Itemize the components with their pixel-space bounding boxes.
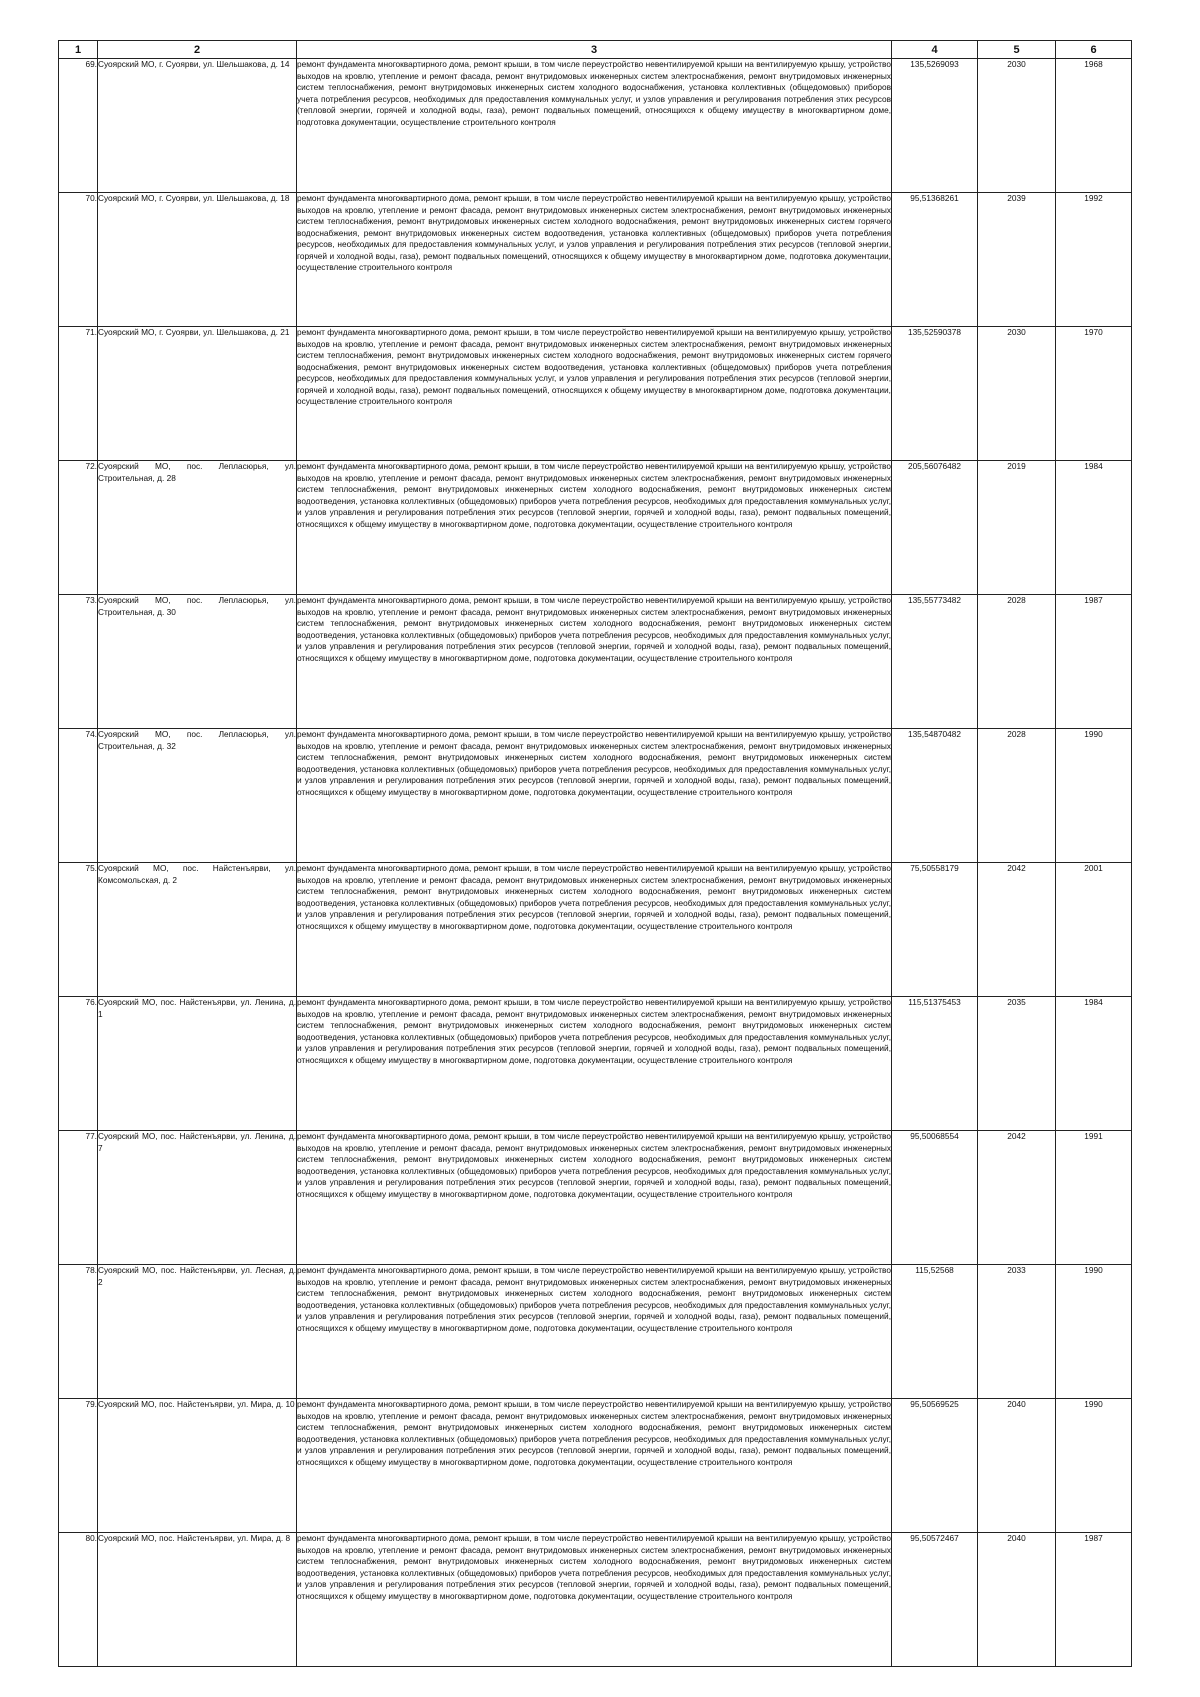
house-address: Суоярский МО, пос. Найстенъярви, ул. Комсомольская, д. 2 xyxy=(98,863,297,997)
house-address: Суоярский МО, пос. Найстенъярви, ул. Ленина, д. 7 xyxy=(98,1131,297,1265)
repair-works: ремонт фундамента многоквартирного дома, ремонт крыши, в том числе переустройство невентилируемой крыши на вентилируемую крышу, устройство выходов на кровлю, утепление и ремонт фасада, ремонт внутридомовых инженерных систем электроснабжения, ремонт внутридомовых инженерных систем теплоснабжения, ремонт внутридомовых инженерных систем холодного водоснабжения, ремонт внутридомовых инженерных систем горячего водоснабжения, ремонт внутридомовых инженерных систем водоотведения, установка коллективных (общедомовых) приборов учета потребления ресурсов, необходимых для предоставления коммунальных услуг, и узлов управления и регулирования потребления этих ресурсов (тепловой энергии, горячей и холодной воды, газа), ремонт подвальных помещений, относящихся к общему имуществу в многоквартирном доме, подготовка документации, осуществление строительного контроля xyxy=(297,327,892,461)
repair-year: 2040 xyxy=(978,1533,1056,1667)
row-number: 73. xyxy=(59,595,98,729)
repair-cost: 135,5269093 xyxy=(892,59,978,193)
table-row xyxy=(59,1533,1132,1667)
repair-cost: 95,50569525 xyxy=(892,1399,978,1533)
repair-year: 2030 xyxy=(978,327,1056,461)
construction-year: 2001 xyxy=(1056,863,1132,997)
row-number: 76. xyxy=(59,997,98,1131)
house-address: Суоярский МО, пос. Найстенъярви, ул. Мира, д. 8 xyxy=(98,1533,297,1667)
repair-cost: 75,50558179 xyxy=(892,863,978,997)
table-row xyxy=(59,997,1132,1131)
construction-year: 1990 xyxy=(1056,729,1132,863)
house-address: Суоярский МО, пос. Найстенъярви, ул. Ленина, д. 1 xyxy=(98,997,297,1131)
row-number: 70. xyxy=(59,193,98,327)
repair-works: ремонт фундамента многоквартирного дома, ремонт крыши, в том числе переустройство невентилируемой крыши на вентилируемую крышу, устройство выходов на кровлю, утепление и ремонт фасада, ремонт внутридомовых инженерных систем электроснабжения, ремонт внутридомовых инженерных систем теплоснабжения, ремонт внутридомовых инженерных систем холодного водоснабжения, ремонт внутридомовых инженерных систем водоотведения, установка коллективных (общедомовых) приборов учета потребления ресурсов, необходимых для предоставления коммунальных услуг, и узлов управления и регулирования потребления этих ресурсов (тепловой энергии, горячей и холодной воды, газа), ремонт подвальных помещений, относящихся к общему имуществу в многоквартирном доме, подготовка документации, осуществление строительного контроля xyxy=(297,1399,892,1533)
house-address: Суоярский МО, пос. Лепласюрья, ул. Строительная, д. 32 xyxy=(98,729,297,863)
repair-works: ремонт фундамента многоквартирного дома, ремонт крыши, в том числе переустройство невентилируемой крыши на вентилируемую крышу, устройство выходов на кровлю, утепление и ремонт фасада, ремонт внутридомовых инженерных систем электроснабжения, ремонт внутридомовых инженерных систем теплоснабжения, ремонт внутридомовых инженерных систем холодного водоснабжения, ремонт внутридомовых инженерных систем водоотведения, установка коллективных (общедомовых) приборов учета потребления ресурсов, необходимых для предоставления коммунальных услуг, и узлов управления и регулирования потребления этих ресурсов (тепловой энергии, горячей и холодной воды, газа), ремонт подвальных помещений, относящихся к общему имуществу в многоквартирном доме, подготовка документации, осуществление строительного контроля xyxy=(297,1131,892,1265)
repair-works: ремонт фундамента многоквартирного дома, ремонт крыши, в том числе переустройство невентилируемой крыши на вентилируемую крышу, устройство выходов на кровлю, утепление и ремонт фасада, ремонт внутридомовых инженерных систем электроснабжения, ремонт внутридомовых инженерных систем теплоснабжения, ремонт внутридомовых инженерных систем холодного водоснабжения, ремонт внутридомовых инженерных систем водоотведения, установка коллективных (общедомовых) приборов учета потребления ресурсов, необходимых для предоставления коммунальных услуг, и узлов управления и регулирования потребления этих ресурсов (тепловой энергии, горячей и холодной воды, газа), ремонт подвальных помещений, относящихся к общему имуществу в многоквартирном доме, подготовка документации, осуществление строительного контроля xyxy=(297,863,892,997)
repair-cost: 135,52590378 xyxy=(892,327,978,461)
repair-year: 2028 xyxy=(978,729,1056,863)
house-address: Суоярский МО, пос. Лепласюрья, ул. Строительная, д. 30 xyxy=(98,595,297,729)
repair-works: ремонт фундамента многоквартирного дома, ремонт крыши, в том числе переустройство невентилируемой крыши на вентилируемую крышу, устройство выходов на кровлю, утепление и ремонт фасада, ремонт внутридомовых инженерных систем электроснабжения, ремонт внутридомовых инженерных систем теплоснабжения, ремонт внутридомовых инженерных систем холодного водоснабжения, установка коллективных (общедомовых) приборов учета потребления ресурсов, необходимых для предоставления коммунальных услуг, и узлов управления и регулирования потребления этих ресурсов (тепловой энергии, горячей и холодной воды, газа), ремонт подвальных помещений, относящихся к общему имуществу в многоквартирном доме, подготовка документации, осуществление строительного контроля xyxy=(297,59,892,193)
row-number: 75. xyxy=(59,863,98,997)
repair-works: ремонт фундамента многоквартирного дома, ремонт крыши, в том числе переустройство невентилируемой крыши на вентилируемую крышу, устройство выходов на кровлю, утепление и ремонт фасада, ремонт внутридомовых инженерных систем электроснабжения, ремонт внутридомовых инженерных систем теплоснабжения, ремонт внутридомовых инженерных систем холодного водоснабжения, ремонт внутридомовых инженерных систем водоотведения, установка коллективных (общедомовых) приборов учета потребления ресурсов, необходимых для предоставления коммунальных услуг, и узлов управления и регулирования потребления этих ресурсов (тепловой энергии, горячей и холодной воды, газа), ремонт подвальных помещений, относящихся к общему имуществу в многоквартирном доме, подготовка документации, осуществление строительного контроля xyxy=(297,1265,892,1399)
table-row xyxy=(59,1265,1132,1399)
repair-year: 2040 xyxy=(978,1399,1056,1533)
table-row xyxy=(59,595,1132,729)
repair-works: ремонт фундамента многоквартирного дома, ремонт крыши, в том числе переустройство невентилируемой крыши на вентилируемую крышу, устройство выходов на кровлю, утепление и ремонт фасада, ремонт внутридомовых инженерных систем электроснабжения, ремонт внутридомовых инженерных систем теплоснабжения, ремонт внутридомовых инженерных систем холодного водоснабжения, ремонт внутридомовых инженерных систем водоотведения, установка коллективных (общедомовых) приборов учета потребления ресурсов, необходимых для предоставления коммунальных услуг, и узлов управления и регулирования потребления этих ресурсов (тепловой энергии, горячей и холодной воды, газа), ремонт подвальных помещений, относящихся к общему имуществу в многоквартирном доме, подготовка документации, осуществление строительного контроля xyxy=(297,595,892,729)
column-header-1: 1 xyxy=(59,41,98,59)
construction-year: 1990 xyxy=(1056,1265,1132,1399)
repair-cost: 95,51368261 xyxy=(892,193,978,327)
construction-year: 1970 xyxy=(1056,327,1132,461)
column-header-4: 4 xyxy=(892,41,978,59)
column-header-2: 2 xyxy=(98,41,297,59)
repair-cost: 115,51375453 xyxy=(892,997,978,1131)
repair-cost: 135,54870482 xyxy=(892,729,978,863)
table-body xyxy=(59,59,1132,1667)
construction-year: 1984 xyxy=(1056,461,1132,595)
table-row xyxy=(59,193,1132,327)
repair-year: 2033 xyxy=(978,1265,1056,1399)
table-row xyxy=(59,729,1132,863)
repair-works: ремонт фундамента многоквартирного дома, ремонт крыши, в том числе переустройство невентилируемой крыши на вентилируемую крышу, устройство выходов на кровлю, утепление и ремонт фасада, ремонт внутридомовых инженерных систем электроснабжения, ремонт внутридомовых инженерных систем теплоснабжения, ремонт внутридомовых инженерных систем холодного водоснабжения, ремонт внутридомовых инженерных систем водоотведения, установка коллективных (общедомовых) приборов учета потребления ресурсов, необходимых для предоставления коммунальных услуг, и узлов управления и регулирования потребления этих ресурсов (тепловой энергии, горячей и холодной воды, газа), ремонт подвальных помещений, относящихся к общему имуществу в многоквартирном доме, подготовка документации, осуществление строительного контроля xyxy=(297,1533,892,1667)
table-row xyxy=(59,327,1132,461)
repair-cost: 95,50068554 xyxy=(892,1131,978,1265)
row-number: 72. xyxy=(59,461,98,595)
table-row xyxy=(59,1399,1132,1533)
row-number: 74. xyxy=(59,729,98,863)
repair-year: 2039 xyxy=(978,193,1056,327)
repair-year: 2042 xyxy=(978,863,1056,997)
row-number: 77. xyxy=(59,1131,98,1265)
repair-cost: 205,56076482 xyxy=(892,461,978,595)
construction-year: 1990 xyxy=(1056,1399,1132,1533)
house-address: Суоярский МО, пос. Найстенъярви, ул. Мира, д. 10 xyxy=(98,1399,297,1533)
table-header xyxy=(59,41,1132,59)
house-address: Суоярский МО, г. Суоярви, ул. Шельшакова, д. 21 xyxy=(98,327,297,461)
table-row xyxy=(59,1131,1132,1265)
repair-works: ремонт фундамента многоквартирного дома, ремонт крыши, в том числе переустройство невентилируемой крыши на вентилируемую крышу, устройство выходов на кровлю, утепление и ремонт фасада, ремонт внутридомовых инженерных систем электроснабжения, ремонт внутридомовых инженерных систем теплоснабжения, ремонт внутридомовых инженерных систем холодного водоснабжения, ремонт внутридомовых инженерных систем водоотведения, установка коллективных (общедомовых) приборов учета потребления ресурсов, необходимых для предоставления коммунальных услуг, и узлов управления и регулирования потребления этих ресурсов (тепловой энергии, горячей и холодной воды, газа), ремонт подвальных помещений, относящихся к общему имуществу в многоквартирном доме, подготовка документации, осуществление строительного контроля xyxy=(297,461,892,595)
construction-year: 1992 xyxy=(1056,193,1132,327)
repair-year: 2042 xyxy=(978,1131,1056,1265)
repair-year: 2030 xyxy=(978,59,1056,193)
construction-year: 1984 xyxy=(1056,997,1132,1131)
repair-cost: 135,55773482 xyxy=(892,595,978,729)
row-number: 78. xyxy=(59,1265,98,1399)
table-row xyxy=(59,59,1132,193)
house-address: Суоярский МО, пос. Лепласюрья, ул. Строительная, д. 28 xyxy=(98,461,297,595)
repair-year: 2019 xyxy=(978,461,1056,595)
repair-works: ремонт фундамента многоквартирного дома, ремонт крыши, в том числе переустройство невентилируемой крыши на вентилируемую крышу, устройство выходов на кровлю, утепление и ремонт фасада, ремонт внутридомовых инженерных систем электроснабжения, ремонт внутридомовых инженерных систем теплоснабжения, ремонт внутридомовых инженерных систем холодного водоснабжения, ремонт внутридомовых инженерных систем горячего водоснабжения, ремонт внутридомовых инженерных систем водоотведения, установка коллективных (общедомовых) приборов учета потребления ресурсов, необходимых для предоставления коммунальных услуг, и узлов управления и регулирования потребления этих ресурсов (тепловой энергии, горячей и холодной воды, газа), ремонт подвальных помещений, относящихся к общему имуществу в многоквартирном доме, подготовка документации, осуществление строительного контроля xyxy=(297,193,892,327)
house-address: Суоярский МО, г. Суоярви, ул. Шельшакова, д. 14 xyxy=(98,59,297,193)
row-number: 69. xyxy=(59,59,98,193)
table-row xyxy=(59,863,1132,997)
repair-cost: 95,50572467 xyxy=(892,1533,978,1667)
row-number: 71. xyxy=(59,327,98,461)
row-number: 80. xyxy=(59,1533,98,1667)
construction-year: 1968 xyxy=(1056,59,1132,193)
column-header-5: 5 xyxy=(978,41,1056,59)
repair-program-table xyxy=(58,40,1132,1667)
house-address: Суоярский МО, г. Суоярви, ул. Шельшакова, д. 18 xyxy=(98,193,297,327)
repair-year: 2035 xyxy=(978,997,1056,1131)
construction-year: 1987 xyxy=(1056,1533,1132,1667)
header-row xyxy=(59,41,1132,59)
house-address: Суоярский МО, пос. Найстенъярви, ул. Лесная, д. 2 xyxy=(98,1265,297,1399)
construction-year: 1987 xyxy=(1056,595,1132,729)
column-header-3: 3 xyxy=(297,41,892,59)
row-number: 79. xyxy=(59,1399,98,1533)
repair-year: 2028 xyxy=(978,595,1056,729)
construction-year: 1991 xyxy=(1056,1131,1132,1265)
table-row xyxy=(59,461,1132,595)
repair-works: ремонт фундамента многоквартирного дома, ремонт крыши, в том числе переустройство невентилируемой крыши на вентилируемую крышу, устройство выходов на кровлю, утепление и ремонт фасада, ремонт внутридомовых инженерных систем электроснабжения, ремонт внутридомовых инженерных систем теплоснабжения, ремонт внутридомовых инженерных систем холодного водоснабжения, ремонт внутридомовых инженерных систем водоотведения, установка коллективных (общедомовых) приборов учета потребления ресурсов, необходимых для предоставления коммунальных услуг, и узлов управления и регулирования потребления этих ресурсов (тепловой энергии, горячей и холодной воды, газа), ремонт подвальных помещений, относящихся к общему имуществу в многоквартирном доме, подготовка документации, осуществление строительного контроля xyxy=(297,729,892,863)
repair-cost: 115,52568 xyxy=(892,1265,978,1399)
repair-works: ремонт фундамента многоквартирного дома, ремонт крыши, в том числе переустройство невентилируемой крыши на вентилируемую крышу, устройство выходов на кровлю, утепление и ремонт фасада, ремонт внутридомовых инженерных систем электроснабжения, ремонт внутридомовых инженерных систем теплоснабжения, ремонт внутридомовых инженерных систем холодного водоснабжения, ремонт внутридомовых инженерных систем водоотведения, установка коллективных (общедомовых) приборов учета потребления ресурсов, необходимых для предоставления коммунальных услуг, и узлов управления и регулирования потребления этих ресурсов (тепловой энергии, горячей и холодной воды, газа), ремонт подвальных помещений, относящихся к общему имуществу в многоквартирном доме, подготовка документации, осуществление строительного контроля xyxy=(297,997,892,1131)
column-header-6: 6 xyxy=(1056,41,1132,59)
